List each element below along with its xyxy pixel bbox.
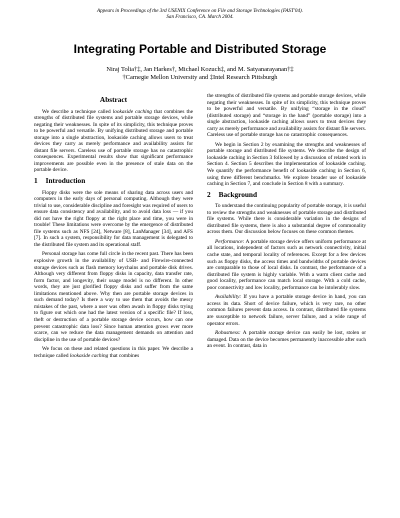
author-affiliations: †Carnegie Mellon University and ‡Intel Research Pittsburgh bbox=[122, 74, 278, 81]
venue-line-1: Appears in Proceedings of the 3rd USENIX Conference on File and Storage Technologies (FAST'04). bbox=[97, 8, 303, 14]
abstract-paragraph: We describe a technique called lookaside caching that combines the strengths of distributed file systems and portable storage devices, while negating their weaknesses. In spite of its simplicity, this technique proves to be powerful and versatile. By unifying distributed storage and portable storage into a single abstraction, lookaside caching allows users to treat devices they carry as merely performance and availability assists for distant file servers. Careless use of portable storage has no catastrophic consequences. Experimental results show that significant performance improvements are possible even in the presence of stale data on the portable device. bbox=[34, 108, 193, 174]
venue-line-2: San Francisco, CA. March 2004. bbox=[166, 14, 234, 21]
intro-paragraph-3: We focus on these and related questions in this paper. We describe a technique called lookaside caching that combines bbox=[34, 346, 193, 359]
right-column bbox=[207, 93, 366, 353]
abstract-heading: Abstract bbox=[99, 95, 128, 104]
venue-header bbox=[60, 8, 340, 21]
intro-roadmap-paragraph: We begin in Section 2 by examining the strengths and weaknesses of portable storage and distributed file systems. We describe the design of lookaside caching in Section 3 followed by a discussion of related work in Section 4. Section 5 describes the implementation of lookaside caching. We quantify the performance benefit of lookaside caching in Section 6, using three different benchmarks. We explore broader use of lookaside caching in Section 7, and conclude in Section 8 with a summary. bbox=[207, 141, 366, 188]
author-names: Niraj Tolia†‡, Jan Harkes†, Michael Kozuch‡, and M. Satyanarayanan†‡ bbox=[106, 66, 294, 73]
intro-paragraph-1: Floppy disks were the sole means of sharing data across users and computers in the early days of personal computing. Although they were trivial to use, considerable discipline and foresight was required of users to ensure data consistency and availability, and to avoid data loss — if you did not have the right floppy at the right place and time, you were in trouble! These limitations were overcome by the emergence of distributed file systems such as NFS [24], Netware [8], LanManager [34], and AFS [7]. In such a system, responsibility for data management is delegated to the distributed file system and its operational staff. bbox=[34, 189, 193, 248]
section-heading-introduction: 1 Introduction bbox=[34, 176, 86, 186]
background-availability-paragraph: Availability: If you have a portable storage device in hand, you can access its data. Short of device failure, which is very rare, no other common failures prevent data access. In contrast, distributed file systems are susceptible to network failure, server failure, and a wide range of operator errors. bbox=[207, 294, 366, 327]
author-block bbox=[0, 66, 400, 82]
abstract-body bbox=[34, 109, 193, 174]
background-performance-paragraph: Performance: A portable storage device offers uniform performance at all locations, independent of factors such as network connectivity, initial cache state, and temporal locality of references. Except for a few devices such as floppy disks, the access times and bandwidths of portable devices are comparable to those of local disks. In contrast, the performance of a distributed file system is highly variable. With a warm client cache and good locality, performance can match local storage. With a cold cache, poor connectivity and low locality, performance can be intolerably slow. bbox=[207, 238, 366, 291]
left-column bbox=[34, 93, 193, 362]
intro-continued-paragraph: the strengths of distributed file systems and portable storage devices, while negating their weaknesses. In spite of its simplicity, this technique proves to be powerful and versatile. By unifying “storage in the cloud” (distributed storage) and “storage in the hand” (portable storage) into a single abstraction, lookaside caching allows users to treat devices they carry as merely performance and availability assists for distant file servers. Careless use of portable storage has no catastrophic consequences. bbox=[207, 93, 367, 139]
background-paragraph-1: To understand the continuing popularity of portable storage, it is useful to review the strengths and weaknesses of portable storage and distributed file systems. While there is considerable variation in the designs of distributed file systems, there is also a substantial degree of commonality across them. Our discussion below focuses on these common themes. bbox=[207, 203, 366, 236]
intro-paragraph-2: Personal storage has come full circle in the recent past. There has been explosive growth in the availability of USB- and Firewire-connected storage devices such as flash memory keychains and portable disk drives. Although very different from floppy disks in capacity, data transfer rate, form factor, and longevity, their usage model is no different. In other words, they are just glorified floppy disks and suffer from the same limitations mentioned above. Why then are portable storage devices in such demand today? Is there a way to use them that avoids the messy mistakes of the past, where a user was often awash in floppy disks trying to figure out which one had the latest version of a specific file? If loss, theft or destruction of a portable storage device occurs, how can one prevent catastrophic data loss? Since human attention grows ever more scarce, can we reduce the data management demands on attention and discipline in the use of portable devices? bbox=[34, 251, 193, 343]
background-robustness-paragraph: Robustness: A portable storage device can easily be lost, stolen or damaged. Data on the device becomes permanently inaccessible after such an event. In contrast, data in bbox=[207, 330, 366, 350]
paper-title: Integrating Portable and Distributed Storage bbox=[73, 42, 327, 56]
section-heading-background: 2 Background bbox=[207, 189, 258, 199]
